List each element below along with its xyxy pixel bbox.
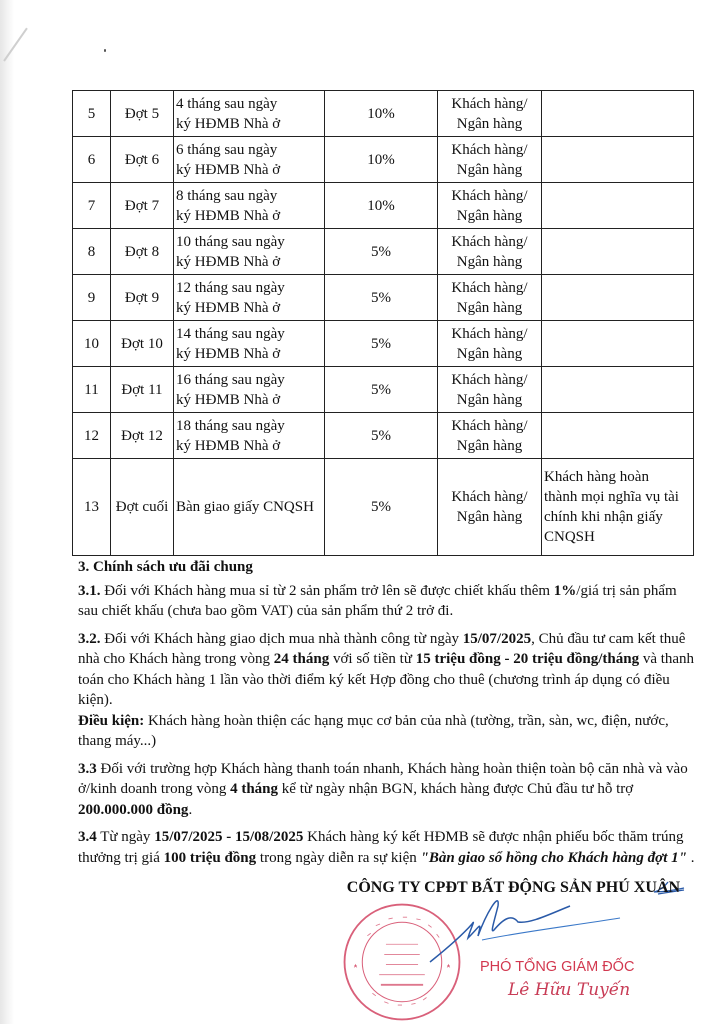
note-line: Khách hàng hoàn: [544, 469, 649, 485]
clause-text: kể từ ngày nhận BGN, khách hàng được Chủ đầu tư hỗ trợ: [278, 781, 634, 797]
payer: [438, 321, 542, 367]
row-number: 6: [73, 137, 111, 183]
clause-number: 3.4: [78, 829, 97, 845]
payment-phase: Đợt 11: [111, 367, 174, 413]
payment-time-line: ký HĐMB Nhà ở: [176, 345, 281, 362]
payer-line: Khách hàng/: [451, 371, 528, 388]
payment-time: [174, 137, 325, 183]
clause-text: .: [188, 801, 193, 818]
row-number: 7: [73, 183, 111, 229]
payment-time-line: 6 tháng sau ngày: [176, 141, 278, 158]
payment-time: [174, 275, 325, 321]
payer: [438, 367, 542, 413]
policy-3-1: [78, 581, 696, 622]
note-line: CNQSH: [544, 529, 595, 545]
support-amount: 200.000.000 đồng: [78, 801, 189, 818]
payment-time-line: 14 tháng sau ngày: [176, 325, 285, 342]
scan-edge-shadow: [0, 0, 14, 1024]
payer: [438, 459, 542, 556]
rent-amount: 15 triệu đồng - 20 triệu đồng/tháng: [415, 651, 640, 667]
payment-percent: 10%: [325, 183, 438, 229]
policy-3-4: [78, 827, 696, 868]
payer-line: Ngân hàng: [456, 299, 523, 316]
clause-number: 3.1.: [78, 582, 101, 599]
table-row: [73, 459, 694, 556]
clause-text: Từ ngày: [96, 829, 155, 845]
payment-time-line: 8 tháng sau ngày: [176, 187, 278, 204]
table-row: [73, 91, 694, 137]
discount-value: 1%: [553, 582, 577, 599]
completion-period: 4 tháng: [230, 781, 279, 797]
company-stamp: [342, 902, 462, 1022]
payer-line: Khách hàng/: [451, 141, 528, 158]
payment-time: [174, 91, 325, 137]
payment-note: [542, 321, 694, 367]
payment-percent: 5%: [325, 229, 438, 275]
prize-value: 100 triệu đồng: [163, 849, 257, 866]
payment-time: [174, 183, 325, 229]
clause-text: Đối với Khách hàng mua sỉ từ 2 sản phẩm trở lên sẽ được chiết khấu thêm: [100, 582, 554, 599]
payment-time: [174, 367, 325, 413]
payment-schedule-table: [72, 90, 694, 556]
clause-text: .: [686, 849, 695, 866]
payment-phase: Đợt 7: [111, 183, 174, 229]
payment-phase: Đợt 5: [111, 91, 174, 137]
payment-note: [542, 183, 694, 229]
payment-time: [174, 459, 325, 556]
payment-phase: Đợt 9: [111, 275, 174, 321]
table-row: [73, 413, 694, 459]
payment-time-line: 4 tháng sau ngày: [176, 95, 278, 112]
payer: [438, 183, 542, 229]
clause-text: /giá trị sản phẩm sau chiết khấu (chưa bao gồm VAT) của sản phẩm thứ 2 trở đi.: [78, 582, 677, 619]
payment-time-line: 12 tháng sau ngày: [176, 279, 285, 296]
payment-time-line: ký HĐMB Nhà ở: [176, 161, 281, 178]
table-row: [73, 183, 694, 229]
payment-percent: 5%: [325, 275, 438, 321]
clause-text: Đối với trường hợp Khách hàng thanh toán nhanh, Khách hàng hoàn thiện toàn bộ căn nhà và vào ở/kinh doanh trong vòng: [78, 760, 688, 797]
payment-note: [542, 275, 694, 321]
payment-note: [542, 367, 694, 413]
payment-time-line: 10 tháng sau ngày: [176, 233, 285, 250]
signature-block: [330, 878, 710, 1000]
payer-line: Ngân hàng: [456, 391, 523, 408]
payment-time-line: 16 tháng sau ngày: [176, 371, 285, 388]
payment-phase: Đợt 12: [111, 413, 174, 459]
payment-note: [542, 459, 694, 556]
table-row: [73, 321, 694, 367]
payer-line: Khách hàng/: [451, 187, 528, 204]
row-number: 8: [73, 229, 111, 275]
scan-speck: [104, 49, 106, 52]
payment-time-line: ký HĐMB Nhà ở: [176, 437, 281, 454]
clause-text: và thanh toán cho Khách hàng 1 lần vào thời điểm ký kết Hợp đồng cho thuê (chương trình áp dụng có điều kiện).: [78, 651, 695, 708]
payment-time-line: ký HĐMB Nhà ở: [176, 391, 281, 408]
payer-line: Khách hàng/: [451, 489, 528, 505]
payment-time-line: ký HĐMB Nhà ở: [176, 299, 281, 316]
payer: [438, 275, 542, 321]
table-row: [73, 367, 694, 413]
payer-line: Ngân hàng: [456, 345, 523, 362]
policy-3-3: [78, 759, 696, 821]
payer: [438, 137, 542, 183]
table-row: [73, 275, 694, 321]
payment-percent: 5%: [325, 459, 438, 556]
table-row: [73, 229, 694, 275]
row-number: 9: [73, 275, 111, 321]
signer-name: Lê Hữu Tuyến: [508, 980, 631, 1000]
signer-title: PHÓ TỔNG GIÁM ĐỐC: [480, 959, 635, 975]
clause-text: Khách hàng ký kết HĐMB sẽ được nhận phiếu bốc thăm trúng thưởng trị giá: [78, 829, 684, 866]
payment-time-line: Bàn giao giấy CNQSH: [176, 499, 314, 515]
payer: [438, 229, 542, 275]
payer: [438, 91, 542, 137]
payment-time-line: ký HĐMB Nhà ở: [176, 253, 281, 270]
note-line: thành mọi nghĩa vụ tài: [544, 489, 679, 505]
row-number: 10: [73, 321, 111, 367]
policy-condition: [78, 711, 696, 752]
payment-note: [542, 91, 694, 137]
section-heading: 3. Chính sách ưu đãi chung: [78, 559, 253, 575]
payer-line: Ngân hàng: [456, 207, 523, 224]
payment-percent: 10%: [325, 137, 438, 183]
payment-phase: Đợt 6: [111, 137, 174, 183]
payment-percent: 5%: [325, 413, 438, 459]
payment-time: [174, 413, 325, 459]
clause-text: trong ngày diễn ra sự kiện: [256, 849, 421, 866]
row-number: 5: [73, 91, 111, 137]
table-row: [73, 137, 694, 183]
stamp-graphic: [342, 902, 462, 1022]
payer-line: Ngân hàng: [456, 115, 523, 132]
payer-line: Ngân hàng: [456, 161, 523, 178]
general-policy-section: [78, 557, 696, 868]
payment-note: [542, 229, 694, 275]
payment-phase: Đợt cuối: [111, 459, 174, 556]
payer-line: Ngân hàng: [456, 509, 523, 525]
promo-period: 15/07/2025 - 15/08/2025: [154, 829, 304, 845]
row-number: 13: [73, 459, 111, 556]
payer-line: Khách hàng/: [451, 325, 528, 342]
row-number: 11: [73, 367, 111, 413]
start-date: 15/07/2025: [462, 630, 532, 647]
payment-time-line: 18 tháng sau ngày: [176, 417, 285, 434]
clause-number: 3.3: [78, 760, 97, 777]
company-name: CÔNG TY CPĐT BẤT ĐỘNG SẢN PHÚ XUÂN: [346, 879, 680, 896]
payer-line: Ngân hàng: [456, 437, 523, 454]
payment-percent: 5%: [325, 367, 438, 413]
clause-text: Đối với Khách hàng giao dịch mua nhà thành công từ ngày: [100, 630, 463, 647]
payment-time: [174, 321, 325, 367]
clause-number: 3.2.: [78, 630, 101, 647]
clause-text: , Chủ đầu tư cam kết thuê nhà cho Khách hàng trong vòng: [78, 630, 686, 667]
event-name: "Bàn giao sổ hồng cho Khách hàng đợt 1": [420, 849, 687, 866]
clause-text: với số tiền từ: [329, 651, 416, 667]
payment-time-line: ký HĐMB Nhà ở: [176, 115, 281, 132]
policy-3-2: [78, 629, 696, 711]
condition-label: Điều kiện:: [78, 712, 145, 729]
note-line: chính khi nhận giấy: [544, 509, 663, 525]
payment-phase: Đợt 10: [111, 321, 174, 367]
payer-line: Khách hàng/: [451, 417, 528, 434]
payment-note: [542, 137, 694, 183]
payer-line: Ngân hàng: [456, 253, 523, 270]
payment-time: [174, 229, 325, 275]
condition-text: Khách hàng hoàn thiện các hạng mục cơ bản của nhà (tường, trần, sàn, wc, điện, nước, thang máy...): [78, 712, 669, 749]
payment-time-line: ký HĐMB Nhà ở: [176, 207, 281, 224]
payment-note: [542, 413, 694, 459]
payment-percent: 10%: [325, 91, 438, 137]
payer: [438, 413, 542, 459]
payer-line: Khách hàng/: [451, 95, 528, 112]
payment-phase: Đợt 8: [111, 229, 174, 275]
payment-percent: 5%: [325, 321, 438, 367]
rent-duration: 24 tháng: [273, 651, 330, 667]
payer-line: Khách hàng/: [451, 279, 528, 296]
row-number: 12: [73, 413, 111, 459]
payer-line: Khách hàng/: [451, 233, 528, 250]
